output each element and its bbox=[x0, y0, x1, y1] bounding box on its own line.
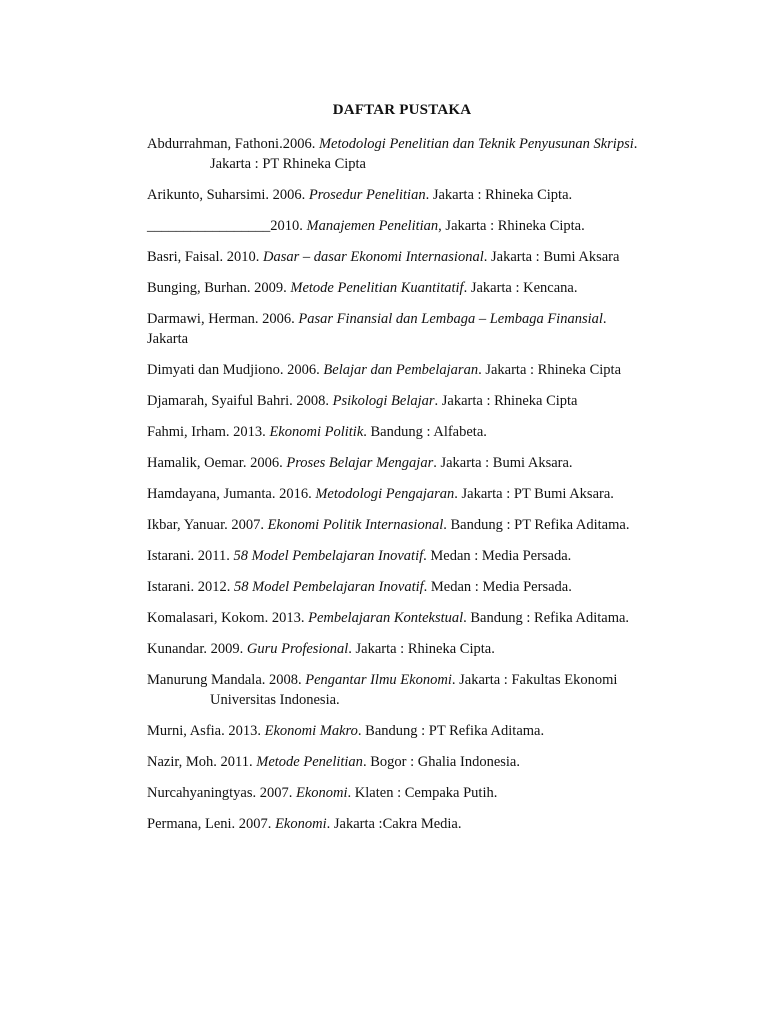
reference-entry bbox=[147, 515, 647, 535]
reference-publisher: . Bandung : Refika Aditama. bbox=[463, 610, 630, 626]
page-title: DAFTAR PUSTAKA bbox=[332, 102, 472, 118]
reference-entry bbox=[147, 670, 647, 710]
reference-publisher: . Jakarta : Rhineka Cipta bbox=[434, 393, 578, 409]
reference-entry bbox=[147, 752, 647, 772]
reference-author-year: Darmawi, Herman. 2006. bbox=[147, 311, 299, 327]
reference-entry bbox=[147, 453, 647, 473]
reference-author-year: Kunandar. 2009. bbox=[147, 641, 247, 657]
reference-title: Ekonomi Makro bbox=[264, 723, 358, 739]
reference-title: Guru Profesional bbox=[246, 641, 349, 657]
reference-author-year: Manurung Mandala. 2008. bbox=[147, 672, 306, 688]
reference-title: 58 Model Pembelajaran Inovatif bbox=[233, 548, 424, 564]
reference-publisher: . Jakarta : PT Bumi Aksara. bbox=[454, 486, 614, 502]
reference-author-year: Dimyati dan Mudjiono. 2006. bbox=[147, 362, 324, 378]
reference-entry bbox=[147, 391, 647, 411]
reference-title: Ekonomi Politik Internasional bbox=[267, 517, 444, 533]
reference-entry bbox=[147, 134, 647, 174]
reference-author-year: Abdurrahman, Fathoni.2006. bbox=[147, 136, 319, 152]
reference-title: Prosedur Penelitian bbox=[308, 187, 426, 203]
reference-entry bbox=[147, 484, 647, 504]
reference-title: Belajar dan Pembelajaran bbox=[323, 362, 479, 378]
reference-entry bbox=[147, 247, 647, 267]
reference-title: Pengantar Ilmu Ekonomi bbox=[305, 672, 452, 688]
reference-entry bbox=[147, 639, 647, 659]
reference-author-year: Ikbar, Yanuar. 2007. bbox=[147, 517, 268, 533]
reference-title: 58 Model Pembelajaran Inovatif bbox=[233, 579, 424, 595]
reference-entry bbox=[147, 309, 647, 349]
reference-entry bbox=[147, 814, 647, 834]
reference-title: Pembelajaran Kontekstual bbox=[308, 610, 464, 626]
reference-entry bbox=[147, 278, 647, 298]
reference-publisher: , Jakarta : Rhineka Cipta. bbox=[438, 218, 585, 234]
reference-author-year: Basri, Faisal. 2010. bbox=[147, 249, 263, 265]
reference-publisher: . Jakarta : Kencana. bbox=[463, 280, 578, 296]
reference-author-year: Fahmi, Irham. 2013. bbox=[147, 424, 270, 440]
reference-publisher: . Jakarta : Bumi Aksara bbox=[483, 249, 620, 265]
reference-entry bbox=[147, 577, 647, 597]
reference-title: Ekonomi bbox=[275, 816, 327, 832]
reference-publisher: . Jakarta : Rhineka Cipta. bbox=[348, 641, 495, 657]
reference-title: Pasar Finansial dan Lembaga – Lembaga Finansial bbox=[298, 311, 603, 327]
reference-author-year: Permana, Leni. 2007. bbox=[147, 816, 276, 832]
reference-author-year: Djamarah, Syaiful Bahri. 2008. bbox=[147, 393, 333, 409]
reference-entry bbox=[147, 783, 647, 803]
reference-publisher: . Jakarta : Rhineka Cipta. bbox=[425, 187, 573, 203]
reference-author-year: Bunging, Burhan. 2009. bbox=[147, 280, 291, 296]
reference-author-year: Istarani. 2012. bbox=[147, 579, 234, 595]
reference-title: Metodologi Pengajaran bbox=[315, 486, 455, 502]
reference-title: Manajemen Penelitian bbox=[306, 218, 439, 234]
reference-publisher: . Bandung : Alfabeta. bbox=[363, 424, 487, 440]
reference-title: Ekonomi Politik bbox=[269, 424, 364, 440]
reference-publisher: . Bandung : PT Refika Aditama. bbox=[357, 723, 545, 739]
reference-author-year: Arikunto, Suharsimi. 2006. bbox=[147, 187, 309, 203]
reference-entry bbox=[147, 360, 647, 380]
reference-title: Metodologi Penelitian dan Teknik Penyusunan Skripsi bbox=[318, 136, 634, 152]
reference-author-year: Istarani. 2011. bbox=[147, 548, 234, 564]
reference-entry bbox=[147, 422, 647, 442]
reference-author-year: Murni, Asfia. 2013. bbox=[147, 723, 265, 739]
reference-publisher: . Jakarta : PT Rhineka Cipta bbox=[210, 136, 638, 172]
reference-publisher: . Jakarta : Bumi Aksara. bbox=[433, 455, 573, 471]
reference-title: Ekonomi bbox=[296, 785, 348, 801]
reference-list bbox=[147, 134, 647, 845]
reference-entry bbox=[147, 216, 647, 236]
reference-author-year: Hamdayana, Jumanta. 2016. bbox=[147, 486, 316, 502]
reference-entry bbox=[147, 546, 647, 566]
reference-entry bbox=[147, 721, 647, 741]
reference-publisher: . Bandung : PT Refika Aditama. bbox=[443, 517, 630, 533]
reference-title: Psikologi Belajar bbox=[332, 393, 435, 409]
reference-publisher: . Jakarta :Cakra Media. bbox=[326, 816, 462, 832]
reference-publisher: . Medan : Media Persada. bbox=[423, 548, 572, 564]
reference-publisher: . Klaten : Cempaka Putih. bbox=[347, 785, 498, 801]
reference-entry bbox=[147, 608, 647, 628]
reference-publisher: . Bogor : Ghalia Indonesia. bbox=[362, 754, 520, 770]
reference-publisher: . Jakarta : Rhineka Cipta bbox=[478, 362, 622, 378]
reference-title: Dasar – dasar Ekonomi Internasional bbox=[263, 249, 484, 265]
reference-entry bbox=[147, 185, 647, 205]
reference-publisher: . Jakarta : Fakultas Ekonomi Universitas Indonesia. bbox=[210, 672, 618, 708]
reference-publisher: . Jakarta bbox=[147, 311, 607, 347]
reference-author-year: Hamalik, Oemar. 2006. bbox=[147, 455, 287, 471]
reference-author-year: Nazir, Moh. 2011. bbox=[147, 754, 257, 770]
reference-author-year: Nurcahyaningtyas. 2007. bbox=[147, 785, 296, 801]
reference-author-year: _________________2010. bbox=[147, 218, 307, 234]
reference-publisher: . Medan : Media Persada. bbox=[423, 579, 572, 595]
reference-author-year: Komalasari, Kokom. 2013. bbox=[147, 610, 309, 626]
reference-title: Metode Penelitian bbox=[256, 754, 363, 770]
reference-title: Metode Penelitian Kuantitatif bbox=[290, 280, 464, 296]
reference-title: Proses Belajar Mengajar bbox=[286, 455, 434, 471]
